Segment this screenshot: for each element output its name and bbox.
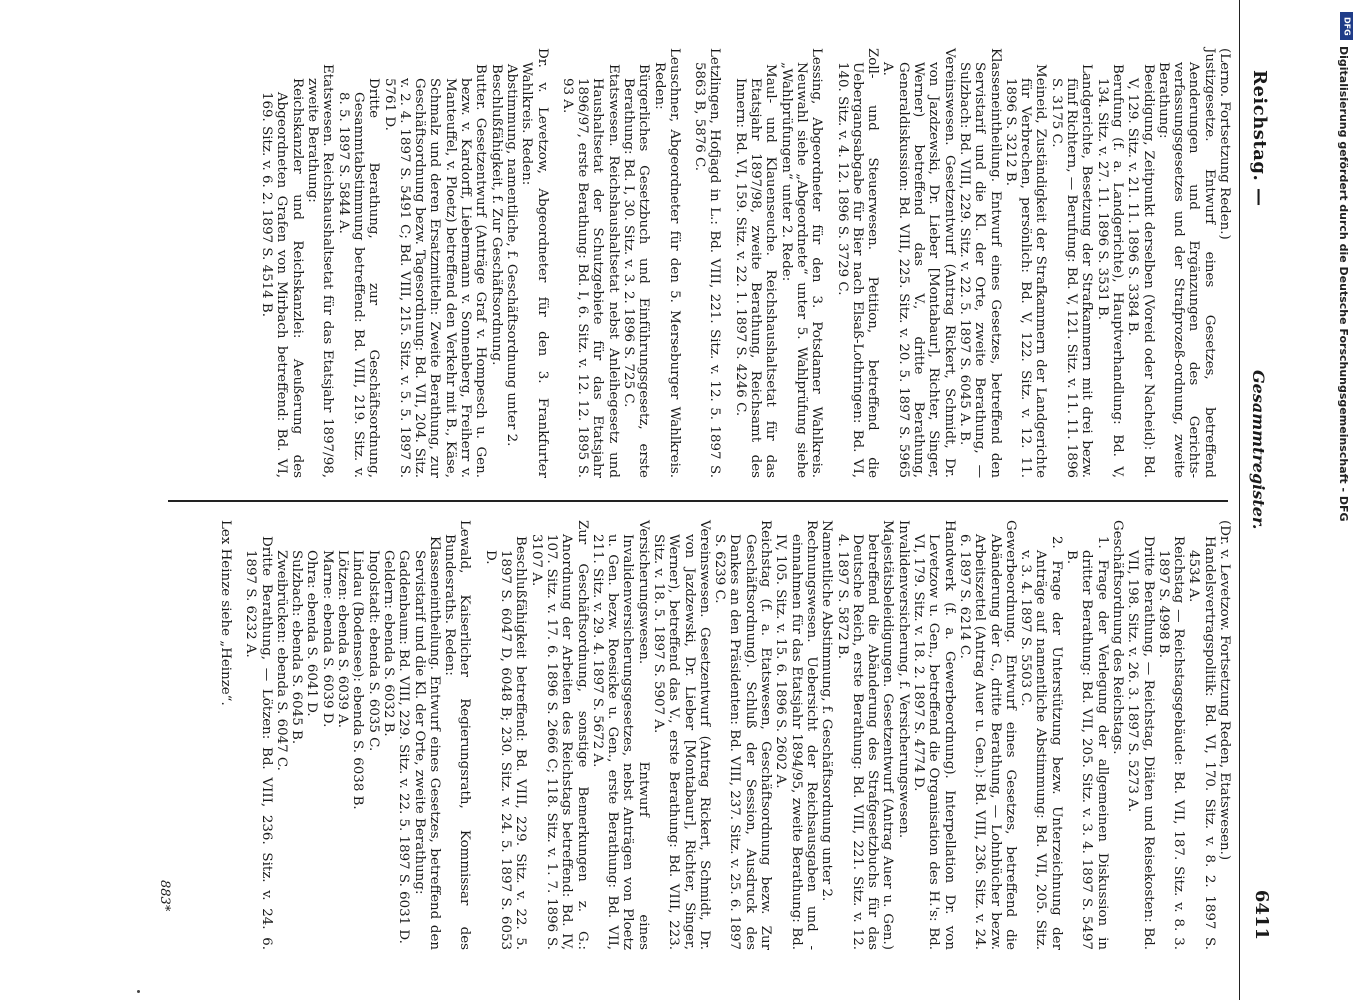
index-entry: Lex Heinze siehe „Heinze“. [218, 520, 233, 706]
index-subentry: Ingolstadt: ebenda S. 6035 C. [365, 550, 381, 752]
index-entry: (Lerno. Fortsetzung Reden.) [1217, 48, 1232, 240]
index-subentry: Abstimmung, namentliche, f. Geschäftsordnung unter 2. [503, 64, 519, 447]
digitization-note: Digitalisierung gefördert durch die Deutsche Forschungsgemeinschaft - DFG [1337, 46, 1350, 522]
right-column [218, 520, 1232, 950]
index-entry: Vereinswesen. Gesetzentwurf (Antrag Rickert, Schmidt, Dr. von Jazdzewski, Dr. Lieber [Montabaur], Richter, Singer, Werner) betreffend das V., dritte Berathung, Generaldiskussion: Bd. VIII, 225. Sitz. v. 20. 5. 1897 S. 5965 A. [880, 48, 957, 478]
index-entry: Klasseneintheilung. Entwurf eines Gesetzes, betreffend den Servistarif und die Kl. der Orte, zweite Berathung, — Sulzbach: Bd. VIII, 229. Sitz. v. 22. 5. 1897 S. 6045 A. B. [956, 48, 1003, 478]
index-entry: Rechnungswesen. Uebersicht der Reichsausgaben und -einnahmen für das Etatsjahr 1894/95, zweite Berathung: Bd. IV, 105. Sitz. v. 15. 6. 1896 S. 2602 A. [773, 520, 819, 950]
index-subentry: Landgerichte, Besetzung der Strafkammern mit drei bezw. fünf Richtern, — Berufung: Bd. V, 121. Sitz. v. 11. 11. 1896 S. 3175 C. [1048, 64, 1095, 478]
index-entry: Namentliche Abstimmung, f. Geschäftsordnung unter 2. [819, 520, 835, 902]
index-entry: Zoll- und Steuerwesen. Petition, betreffend die Uebergangsabgabe für Bier nach Elsaß-Lothringen: Bd. VI, 140. Sitz. v. 4. 12. 1896 S. 3729 C. [834, 48, 881, 478]
index-subentry: Bürgerliches Gesetzbuch und Einführungsgesetz, erste Berathung: Bd. I, 30. Sitz. v. 3. 2. 1896 S. 725 C. [621, 64, 652, 478]
index-subentry: Etatswesen. Reichshaushaltsetat nebst Anleihegesetz und Haushaltsetat der Schutzgebiete für das Etatsjahr 1896/97, erste Berathung: Bd. I, 6. Sitz. v. 12. 12. 1895 S. 93 A. [559, 64, 621, 478]
index-subentry: Ohra: ebenda S. 6041 D. [304, 550, 320, 717]
index-entry: Handwerk (f. a. Gewerbeordnung). Interpellation Dr. von Levetzow u. Gen., betreffend die Organisation des H.'s: Bd. VI, 179. Sitz. v. 18. 2. 1897 S. 4774 D. [911, 520, 957, 950]
index-subentry: Beeidigung, Zeitpunkt derselben (Voreid oder Nacheid): Bd. V, 129. Sitz. v. 21. 11. 1896 S. 3384 B. [1125, 64, 1156, 478]
index-subentry: Klasseneintheilung. Entwurf eines Gesetzes, betreffend den Servistarif und die Kl. der Orte, zweite Berathung: [411, 536, 442, 950]
index-entry: Zur Geschäftsordnung, sonstige Bemerkungen z. G.: Anordnung der Arbeiten des Reichstags betreffend: Bd. IV, 107. Sitz. v. 17. 6. 1896 S. 2666 C; 118. Sitz. v. 1. 7. 1896 S. 3107 A. [528, 520, 590, 950]
index-entry: Geschäftsordnung des Reichstags. [1109, 520, 1125, 755]
index-subentry: Marne: ebenda S. 6039 D. [319, 550, 335, 728]
index-subentry: Geldern: ebenda S. 6032 B. [380, 550, 396, 737]
index-entry: Letzlingen, Hofjagd in L.: Bd. VIII, 221. Sitz. v. 12. 5. 1897 S. 5863 B, 5876 C. [692, 48, 723, 478]
index-subentry: Beschlußfähigkeit, f. Zur Geschäftsordnung. [488, 64, 504, 366]
index-entry: (Dr. v. Levetzow. Fortsetzung Reden, Etatswesen.) [1217, 520, 1232, 861]
running-head-left: Reichstag. — [1249, 70, 1270, 207]
index-subentry: Lindau (Bodensee): ebenda S. 6038 B. [350, 550, 366, 810]
index-subentry: Etatswesen. Reichshaushaltsetat für das Etatsjahr 1897/98, zweite Berathung: [305, 64, 336, 478]
index-subentry: Gaddenbaum: Bd. VIII, 229. Sitz. v. 22. 5. 1897 S. 6031 D. [396, 550, 412, 944]
index-subentry: Dritte Berathung, — Reichstag, Diäten und Reisekosten: Bd. VII, 198. Sitz. v. 26. 3. 1897 S. 5273 A. [1125, 536, 1156, 950]
index-subentry: Meineid, Zuständigkeit der Strafkammern der Landgerichte für Verbrechen, persönlich: Bd. V, 122. Sitz. v. 12. 11. 1896 S. 3212 B. [1002, 64, 1049, 478]
running-head-title: Gesammtregister. [1249, 370, 1268, 530]
index-entry: Reichstag (f. a. Etatswesen, Geschäftsordnung bezw. Zur Geschäftsordnung). Schluß der Session, Ausdruck des Dankes an den Präsidenten: Bd. VIII, 237. Sitz. v. 25. 6. 1897 S. 6239 C. [712, 520, 774, 950]
index-subentry: Reichstag — Reichstagsgebäude: Bd. VII, 187. Sitz. v. 8. 3. 1897 S. 4998 B. [1155, 536, 1187, 950]
index-subentry: Reichskanzler und Reichskanzlei: Aeußerung des Abgeordneten Grafen von Mirbach betreffend: Bd. VI, 169. Sitz. v. 6. 2. 1897 S. 4514 B. [259, 78, 305, 478]
index-subentry: 1. Frage der Verlegung der allgemeinen Diskussion in dritter Berathung: Bd. VII, 205. Sitz. v. 3. 4. 1897 S. 5497 B. [1064, 536, 1110, 950]
index-subentry: Handelsvertragspolitik: Bd. VI, 170. Sitz. v. 8. 2. 1897 S. 4534 A. [1186, 536, 1217, 950]
index-subentry: Sulzbach: ebenda S. 6045 B. [289, 550, 305, 745]
index-subentry: Berufung (f. a. Landgerichte), Hauptverhandlung: Bd. V, 134. Sitz. v. 27. 11. 1896 S. 3531 B. [1094, 64, 1125, 478]
page-header [1239, 0, 1280, 1000]
digitization-strip [1316, 6, 1352, 994]
index-subentry: Dritte Berathung, — Lötzen: Bd. VIII, 236. Sitz. v. 24. 6. 1897 S. 6232 A. [243, 536, 274, 950]
index-entry: Justizgesetze. Entwurf eines Gesetzes, betreffend Aenderungen und Ergänzungen des Gerichts-verfassungsgesetzes und der Strafprozeß-ordnung, zweite Berathung: [1155, 48, 1217, 478]
index-entry: Versicherungswesen. Entwurf eines Invalidenversicherungsgesetzes, nebst Anträgen von Ploetz u. Gen. bezw. Roesicke u. Gen., erste Berathung: Bd. VII, 211. Sitz. v. 29. 4. 1897 S. 5672 A. [589, 520, 651, 950]
index-subentry: Maul- und Klauenseuche. Reichshaushaltsetat für das Etatsjahr 1897/98, zweite Berathung, Reichsamt des Innern: Bd. VI, 159. Sitz. v. 22. 1. 1897 S. 4246 C. [732, 64, 779, 478]
left-column [259, 48, 1232, 478]
speck [137, 990, 140, 993]
index-entry: Lessing, Abgeordneter für den 3. Potsdamer Wahlkreis. Neuwahl siehe „Abgeordnete“ unter 5. Wahlprüfung siehe „Wahlprüfungen“ unter 2. Rede: [778, 48, 825, 478]
index-subentry: Beschlußfähigkeit betreffend: Bd. VIII, 229. Sitz. v. 22. 5. 1897 S. 6047 D, 6048 B; 230. Sitz. v. 24. 5. 1897 S. 6053 D. [482, 536, 529, 950]
index-entry: Majestätsbeleidigungen. Gesetzentwurf (Antrag Auer u. Gen.) betreffend die Abänderung des Strafgesetzbuchs für das Deutsche Reich, erste Berathung: Bd. VIII, 221. Sitz. v. 12. 4. 1897 S. 5872 B. [834, 520, 896, 950]
index-entry: Gewerbeordnung. Entwurf eines Gesetzes, betreffend die Abänderung der G., dritte Berathung, — Lohnbücher bezw. Arbeitszettel (Antrag Auer u. Gen.): Bd. VIII, 236. Sitz. v. 24. 6. 1897 S. 6214 C. [956, 520, 1018, 950]
dfg-logo: DFG [1340, 12, 1353, 40]
signature-mark: 883* [157, 880, 172, 912]
index-page [60, 0, 1290, 1000]
index-subentry: Lötzen: ebenda S. 6039 A. [335, 550, 351, 729]
index-subentry: Dritte Berathung, zur Geschäftsordnung, Gesammtabstimmung betreffend: Bd. VIII, 219. Sitz. v. 8. 5. 1897 S. 5844 A. [335, 78, 382, 478]
index-entry: Invalidenversicherung, f. Versicherungswesen. [895, 520, 911, 839]
index-entry: Lewald, Kaiserlicher Regierungsrath, Kommissar des Bundesraths. Reden: [442, 520, 473, 950]
index-entry: Leuschner, Abgeordneter für den 5. Merseburger Wahlkreis. Reden: [651, 48, 682, 478]
page-number: 6411 [1251, 889, 1272, 940]
index-subentry: 2. Frage der Unterstützung bezw. Unterzeichnung der Anträge auf namentliche Abstimmung: Bd. VII, 205. Sitz. v. 3. 4. 1897 S. 5503 C. [1018, 536, 1064, 950]
index-entry: Dr. v. Levetzow, Abgeordneter für den 3. Frankfurter Wahlkreis. Reden: [519, 48, 550, 478]
index-subentry: Zweibrücken: ebenda S. 6047 C. [273, 550, 289, 771]
index-entry: Vereinswesen. Gesetzentwurf (Antrag Rickert, Schmidt, Dr. von Jazdzewski, Dr. Lieber [Montabaur], Richter, Singer, Werner), betreffend das V., erste Berathung: Bd. VIII, 223. Sitz. v. 18. 5. 1897 S. 5907 A. [651, 520, 712, 950]
column-divider [168, 500, 1228, 502]
index-subentry: Butter. Gesetzentwurf (Anträge Graf v. Hompesch u. Gen. bezw. v. Kardorff, Liebermann v. Sonnenberg, Freiherr v. Manteuffel, v. Ploetz) betreffend den Verkehr mit B., Käse, Schmalz und deren Ersatzmitteln: Zweite Berathung, zur Geschäftsordnung bezw. Tagesordnung: Bd. VII, 204. Sitz. v. 2. 4. 1897 S. 5491 C; Bd. VIII, 215. Sitz. v. 5. 5. 1897 S. 5761 D. [381, 64, 489, 478]
